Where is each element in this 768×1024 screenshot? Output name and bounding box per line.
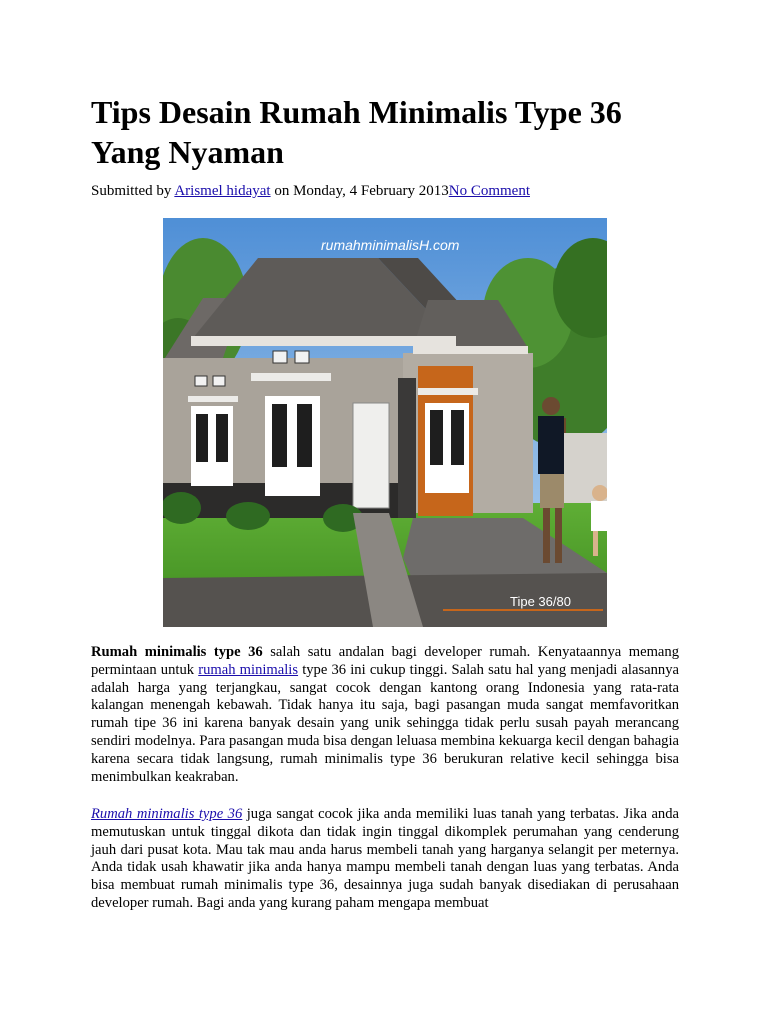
byline-date: on Monday, 4 February 2013 [270,183,449,199]
paragraph-2 [91,806,679,913]
paragraph-1-text-a: salah satu andalan bagi developer rumah. Kenyataannya memang permintaan untuk [91,644,679,678]
article-title: Tips Desain Rumah Minimalis Type 36 Yang Nyaman [91,94,622,170]
house-illustration [163,218,607,627]
comment-link[interactable]: No Comment [448,183,530,199]
paragraph-2-text: juga sangat cocok jika anda memiliki luas tanah yang terbatas. Jika anda memutuskan untuk tinggal dikota dan tidak ingin tinggal dikomplek perumahan yang cenderung jauh dari pusat kota. Mau tak mau anda harus membeli tanah yang harganya selangit per meternya. Anda tidak usah khawatir jika anda hanya mampu membeli tanah dengan luas yang terbatas. Anda bisa membuat rumah minimalis type 36, desainnya juga sudah banyak disediakan di perusahaan developer rumah. Bagi anda yang kurang paham mengapa membuat [91,806,679,911]
author-link[interactable]: Arismel hidayat [174,183,271,199]
paragraph-1-text-b: type 36 ini cukup tinggi. Salah satu hal yang menjadi alasannya adalah harga yang terjangkau, sangat cocok dengan kantong orang Indonesia yang rata-rata kalangan menengah kebawah. Tidak hanya itu saja, bagi pasangan muda sangat memfavoritkan rumah tipe 36 ini karena banyak desain yang unik sehingga tidak perlu susah payah merancang sendiri modelnya. Para pasangan muda bisa dengan leluasa membina kekuarga kecil dengan bahagia karena secara tidak langsung, rumah minimalis type 36 berukuran relative kecil sehingga bisa menimbulkan keakraban. [91,661,679,785]
byline [91,182,691,200]
house-image [163,218,607,627]
paragraph-1 [91,644,679,786]
paragraph-1-bold-lead: Rumah minimalis type 36 [91,644,263,660]
byline-prefix: Submitted by [91,183,175,199]
front-door [353,403,389,508]
image-watermark: rumahminimalisH.com [321,237,460,253]
image-caption: Tipe 36/80 [510,594,571,609]
rumah-minimalis-link[interactable]: rumah minimalis [198,661,299,678]
rumah-minimalis-type-36-link[interactable]: Rumah minimalis type 36 [91,806,243,822]
